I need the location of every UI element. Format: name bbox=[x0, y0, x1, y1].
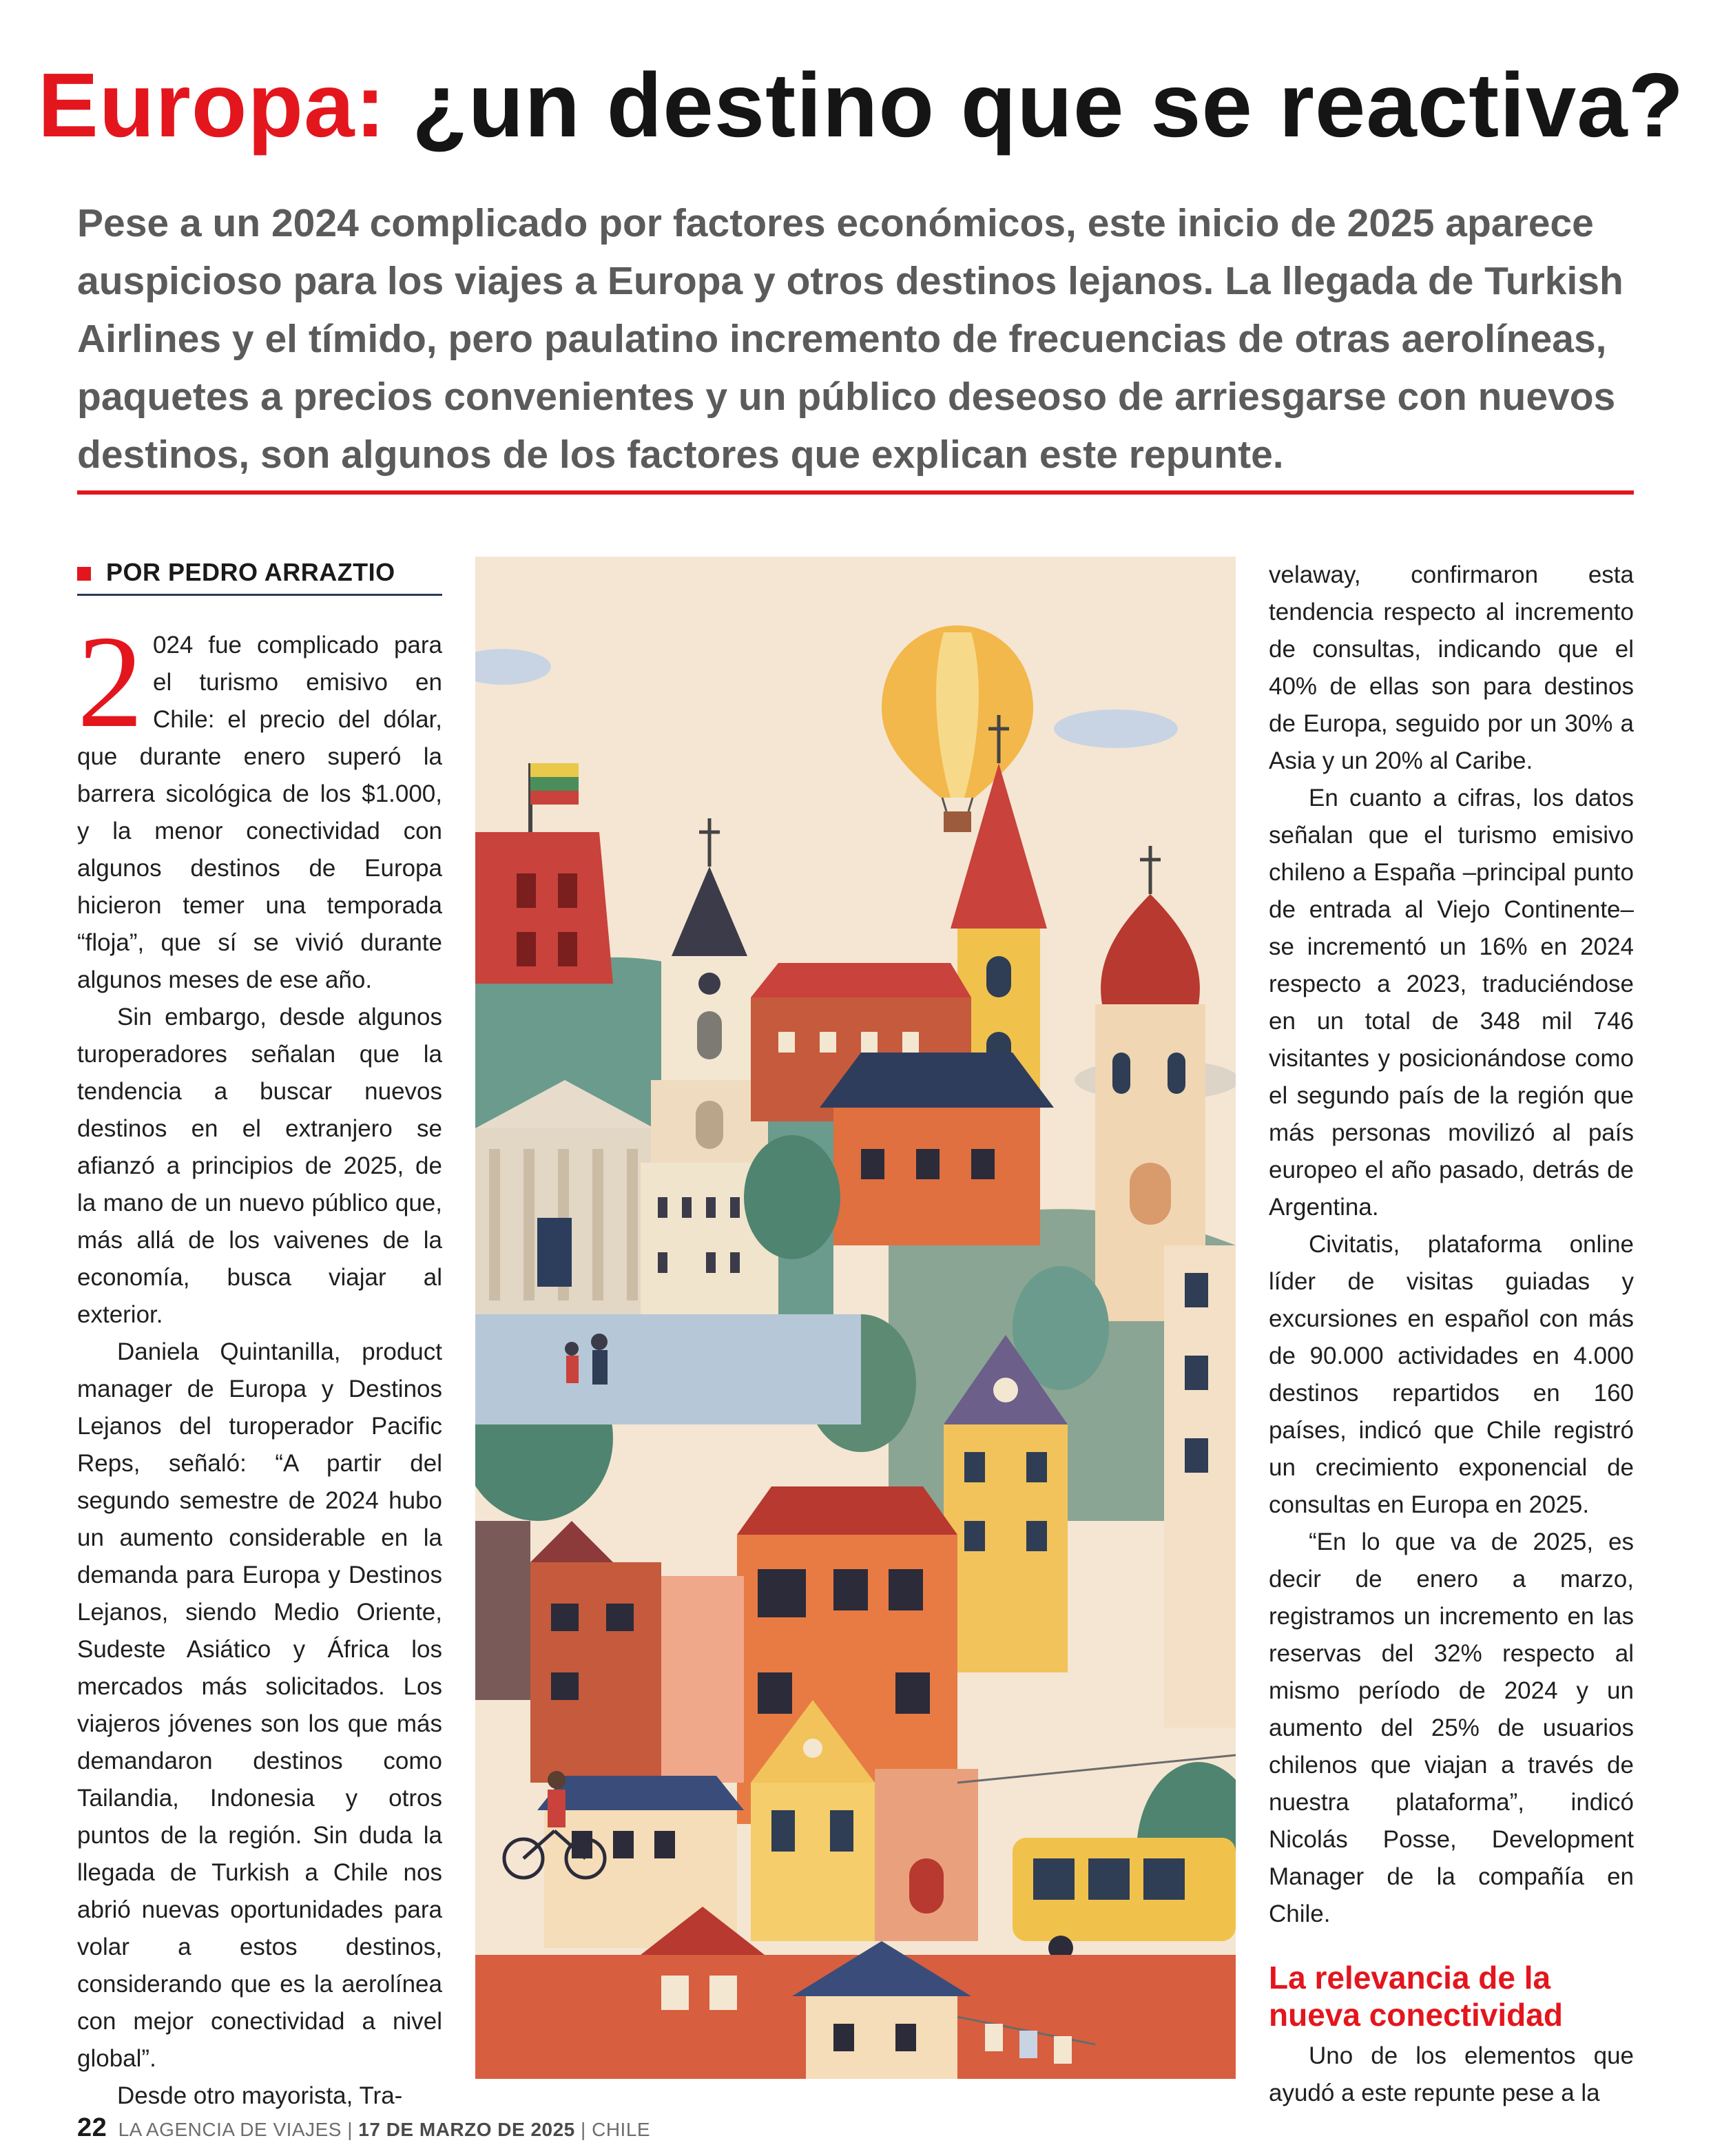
european-town-illustration bbox=[475, 557, 1236, 2079]
page-footer bbox=[77, 2113, 650, 2143]
paragraph bbox=[77, 608, 442, 999]
byline-square-icon bbox=[77, 567, 91, 581]
left-column bbox=[77, 608, 442, 2115]
paragraph: Desde otro mayorista, Tra- bbox=[117, 2082, 403, 2109]
article-lead: Pese a un 2024 complicado por factores económicos, este inicio de 2025 aparece auspicioso para los viajes a Europa y otros destinos lejanos. La llegada de Turkish Airlines y el tímido, pero paulatino incremento de frecuencias de otras aerolíneas, paquetes a precios convenientes y un público deseoso de arriesgarse con nuevos destinos, son algunos de los factores que explican este repunte. bbox=[77, 201, 1624, 477]
title-main: ¿un destino que se reactiva? bbox=[412, 54, 1685, 156]
footer-separator: | bbox=[347, 2119, 353, 2140]
article-title bbox=[0, 54, 1722, 157]
title-highlight: Europa: bbox=[37, 54, 386, 156]
paragraph: Sin embargo, desde algunos turoperadores señalan que la tendencia a buscar nuevos destinos en el extranjero se afianzó a principios de 2025, de la mano de un nuevo público que, más allá de los vaivenes de la economía, busca viajar al exterior. bbox=[77, 1004, 442, 1328]
header-divider bbox=[77, 490, 1634, 495]
paragraph: Daniela Quintanilla, product manager de Europa y Destinos Lejanos del turoperador Pacific Reps, señaló: “A partir del segundo semestre de 2024 hubo un aumento considerable en la demanda para Europa y Destinos Lejanos, siendo Medio Oriente, Sudeste Asiático y África los mercados más solicitados. Los viajeros jóvenes son los que más demandaron destinos como Tailandia, Indonesia y otros puntos de la región. Sin duda la llegada de Turkish a Chile nos abrió nuevas oportunidades para volar a estos destinos, considerando que es la aerolínea con mejor conectividad a nivel global”. bbox=[77, 1338, 442, 2072]
byline-text: POR PEDRO ARRAZTIO bbox=[106, 558, 395, 586]
issue-country: CHILE bbox=[592, 2119, 651, 2140]
drop-cap: 2 bbox=[77, 608, 143, 755]
publication-name: LA AGENCIA DE VIAJES bbox=[118, 2119, 342, 2140]
issue-date: 17 DE MARZO DE 2025 bbox=[358, 2119, 575, 2140]
footer-separator: | bbox=[581, 2119, 586, 2140]
section-subhead: La relevancia de la nueva conectividad bbox=[1269, 1960, 1563, 2033]
paragraph: Civitatis, plataforma online líder de visitas guiadas y excursiones en español con más de 90.000 actividades en 4.000 destinos repartidos en 160 países, indicó que Chile registró un crecimiento exponencial de consultas en Europa en 2025. bbox=[1269, 1231, 1634, 1518]
byline bbox=[77, 558, 442, 596]
paragraph: En cuanto a cifras, los datos señalan que el turismo emisivo chileno a España –principal punto de entrada al Viejo Continente– se incrementó un 16% en 2024 respecto a 2023, traduciéndose en un total de 348 mil 746 visitantes y posicionándose como el segundo país de la región que más personas movilizó al país europeo el año pasado, detrás de Argentina. bbox=[1269, 785, 1634, 1221]
paragraph-text: 024 fue complicado para el turismo emisivo en Chile: el precio del dólar, que durante enero superó la barrera sicológica de los $1.000, y la menor conectividad con algunos destinos de Europa hicieron temer una temporada “floja”, que sí se vivió durante algunos meses de ese año. bbox=[77, 632, 442, 993]
paragraph: Uno de los elementos que ayudó a este repunte pese a la bbox=[1269, 2042, 1634, 2106]
right-column bbox=[1269, 557, 1634, 2112]
page-number: 22 bbox=[77, 2113, 107, 2142]
cathedral bbox=[475, 1080, 654, 1314]
paragraph: “En lo que va de 2025, es decir de enero a marzo, registramos un incremento en las reservas del 32% respecto al mismo período de 2024 y un aumento del 25% de usuarios chilenos que viajan a través de nuestra plataforma”, indicó Nicolás Posse, Development Manager de la compañía en Chile. bbox=[1269, 1528, 1634, 1927]
paragraph: velaway, confirmaron esta tendencia respecto al incremento de consultas, indicando que el 40% de ellas son para destinos de Europa, seguido por un 30% a Asia y un 20% al Caribe. bbox=[1269, 561, 1634, 774]
